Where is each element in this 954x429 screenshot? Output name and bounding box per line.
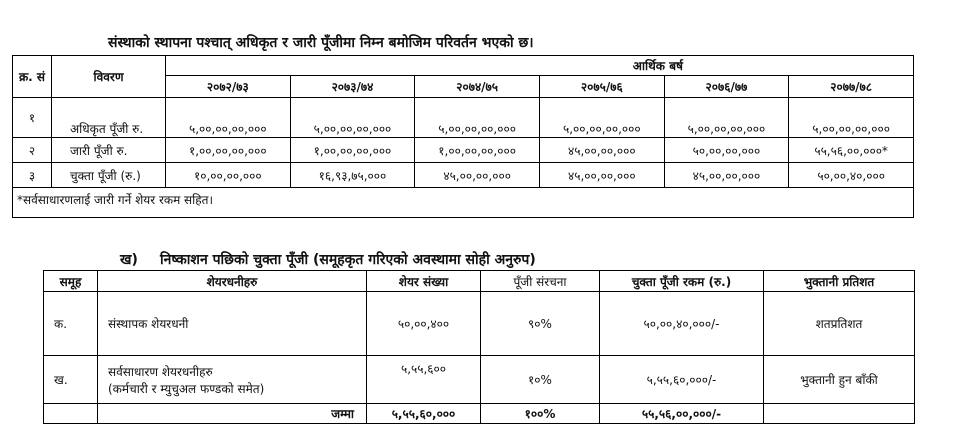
cell-value: ५,००,००,००,००० bbox=[166, 98, 291, 138]
group-cell: क. bbox=[44, 292, 98, 356]
amount-cell: ५०,००,४०,०००/- bbox=[600, 292, 764, 356]
cell-value: १,००,००,००,००० bbox=[290, 138, 415, 163]
row-label: अधिकृत पूँजी रु. bbox=[52, 98, 166, 138]
cell-value: १६,९३,७५,००० bbox=[290, 163, 415, 188]
cell-value: १,००,००,००,००० bbox=[166, 138, 291, 163]
col-header-shareholders: शेयरधनीहरु bbox=[98, 271, 367, 292]
year-header: २०७७/७८ bbox=[789, 76, 914, 98]
year-header: २०७५/७६ bbox=[539, 76, 664, 98]
cell-value: ४५,००,००,००० bbox=[415, 163, 540, 188]
shares-cell: ५,५५,६०० bbox=[367, 356, 481, 404]
section-letter: ख) bbox=[120, 252, 138, 268]
cell-value: ४५,००,००,००० bbox=[539, 163, 664, 188]
note-row bbox=[13, 188, 914, 218]
total-amount: ५५,५६,००,०००/- bbox=[600, 404, 764, 424]
table-row bbox=[13, 138, 914, 163]
col-header-share-count: शेयर संख्या bbox=[367, 271, 481, 292]
cell-value: ५,००,००,००,००० bbox=[290, 98, 415, 138]
row-label: जारी पूँजी रु. bbox=[52, 138, 166, 163]
total-row bbox=[44, 404, 915, 424]
cell-value: ५०,००,४०,००० bbox=[789, 163, 914, 188]
payment-cell: शतप्रतिशत bbox=[764, 292, 915, 356]
cell-value: ४५,००,००,००० bbox=[539, 138, 664, 163]
col-header-paid-amount: चुक्ता पूँजी रकम (रु.) bbox=[600, 271, 764, 292]
page-heading: संस्थाको स्थापना पश्चात् अधिकृत र जारी पूँजीमा निम्न बमोजिम परिवर्तन भएको छ। bbox=[108, 35, 534, 51]
structure-cell: ९०% bbox=[481, 292, 600, 356]
year-header: २०७४/७५ bbox=[415, 76, 540, 98]
table-row bbox=[44, 356, 915, 404]
group-cell: ख. bbox=[44, 356, 98, 404]
footnote: *सर्वसाधारणलाई जारी गर्ने शेयर रकम सहित। bbox=[13, 188, 914, 218]
col-header-group: समूह bbox=[44, 271, 98, 292]
row-sn: १ bbox=[13, 98, 52, 138]
section-heading bbox=[120, 250, 536, 269]
year-header: २०७६/७७ bbox=[664, 76, 789, 98]
total-shares: ५,५५,६०,००० bbox=[367, 404, 481, 424]
row-label: चुक्ता पूँजी (रु.) bbox=[52, 163, 166, 188]
total-structure: १००% bbox=[481, 404, 600, 424]
col-header-payment-percent: भुक्तानी प्रतिशत bbox=[764, 271, 915, 292]
table-row bbox=[13, 98, 914, 138]
holders-line: सर्वसाधारण शेयरधनीहरु bbox=[108, 364, 213, 379]
payment-cell: भुक्तानी हुन बाँकी bbox=[764, 356, 915, 404]
structure-cell: १०% bbox=[481, 356, 600, 404]
capital-change-table bbox=[12, 55, 914, 218]
cell-value: ५०,००,००,००० bbox=[664, 138, 789, 163]
col-header-capital-structure: पूँजी संरचना bbox=[481, 271, 600, 292]
year-header: २०७३/७४ bbox=[290, 76, 415, 98]
cell-value: ४५,००,००,००० bbox=[664, 163, 789, 188]
cell-value: ५,००,००,००,००० bbox=[664, 98, 789, 138]
holders-cell bbox=[98, 356, 367, 404]
paidup-capital-table bbox=[43, 270, 915, 424]
cell-value: ५,००,००,००,००० bbox=[789, 98, 914, 138]
table-row bbox=[44, 292, 915, 356]
col-header-fiscal-year: आर्थिक बर्ष bbox=[166, 56, 914, 76]
holders-subline: (कर्मचारी र म्युचुअल फण्डको समेत) bbox=[108, 381, 265, 396]
holders-cell: संस्थापक शेयरधनी bbox=[98, 292, 367, 356]
amount-cell: ५,५५,६०,०००/- bbox=[600, 356, 764, 404]
cell-value: ५,००,००,००,००० bbox=[415, 98, 540, 138]
year-header: २०७२/७३ bbox=[166, 76, 291, 98]
cell-value: १०,००,००,००० bbox=[166, 163, 291, 188]
total-label: जम्मा bbox=[98, 404, 367, 424]
shares-cell: ५०,००,४०० bbox=[367, 292, 481, 356]
row-sn: २ bbox=[13, 138, 52, 163]
cell-value: १,००,००,००,००० bbox=[415, 138, 540, 163]
cell-value: ५,००,००,००,००० bbox=[539, 98, 664, 138]
col-header-sn: क्र. सं bbox=[13, 56, 52, 98]
row-sn: ३ bbox=[13, 163, 52, 188]
table-row bbox=[13, 163, 914, 188]
cell-value: ५५,५६,००,०००* bbox=[789, 138, 914, 163]
col-header-description: विवरण bbox=[52, 56, 166, 98]
section-title: निष्काशन पछिको चुक्ता पूँजी (समूहकृत गरिएको अवस्थामा सोही अनुरुप) bbox=[160, 252, 536, 268]
